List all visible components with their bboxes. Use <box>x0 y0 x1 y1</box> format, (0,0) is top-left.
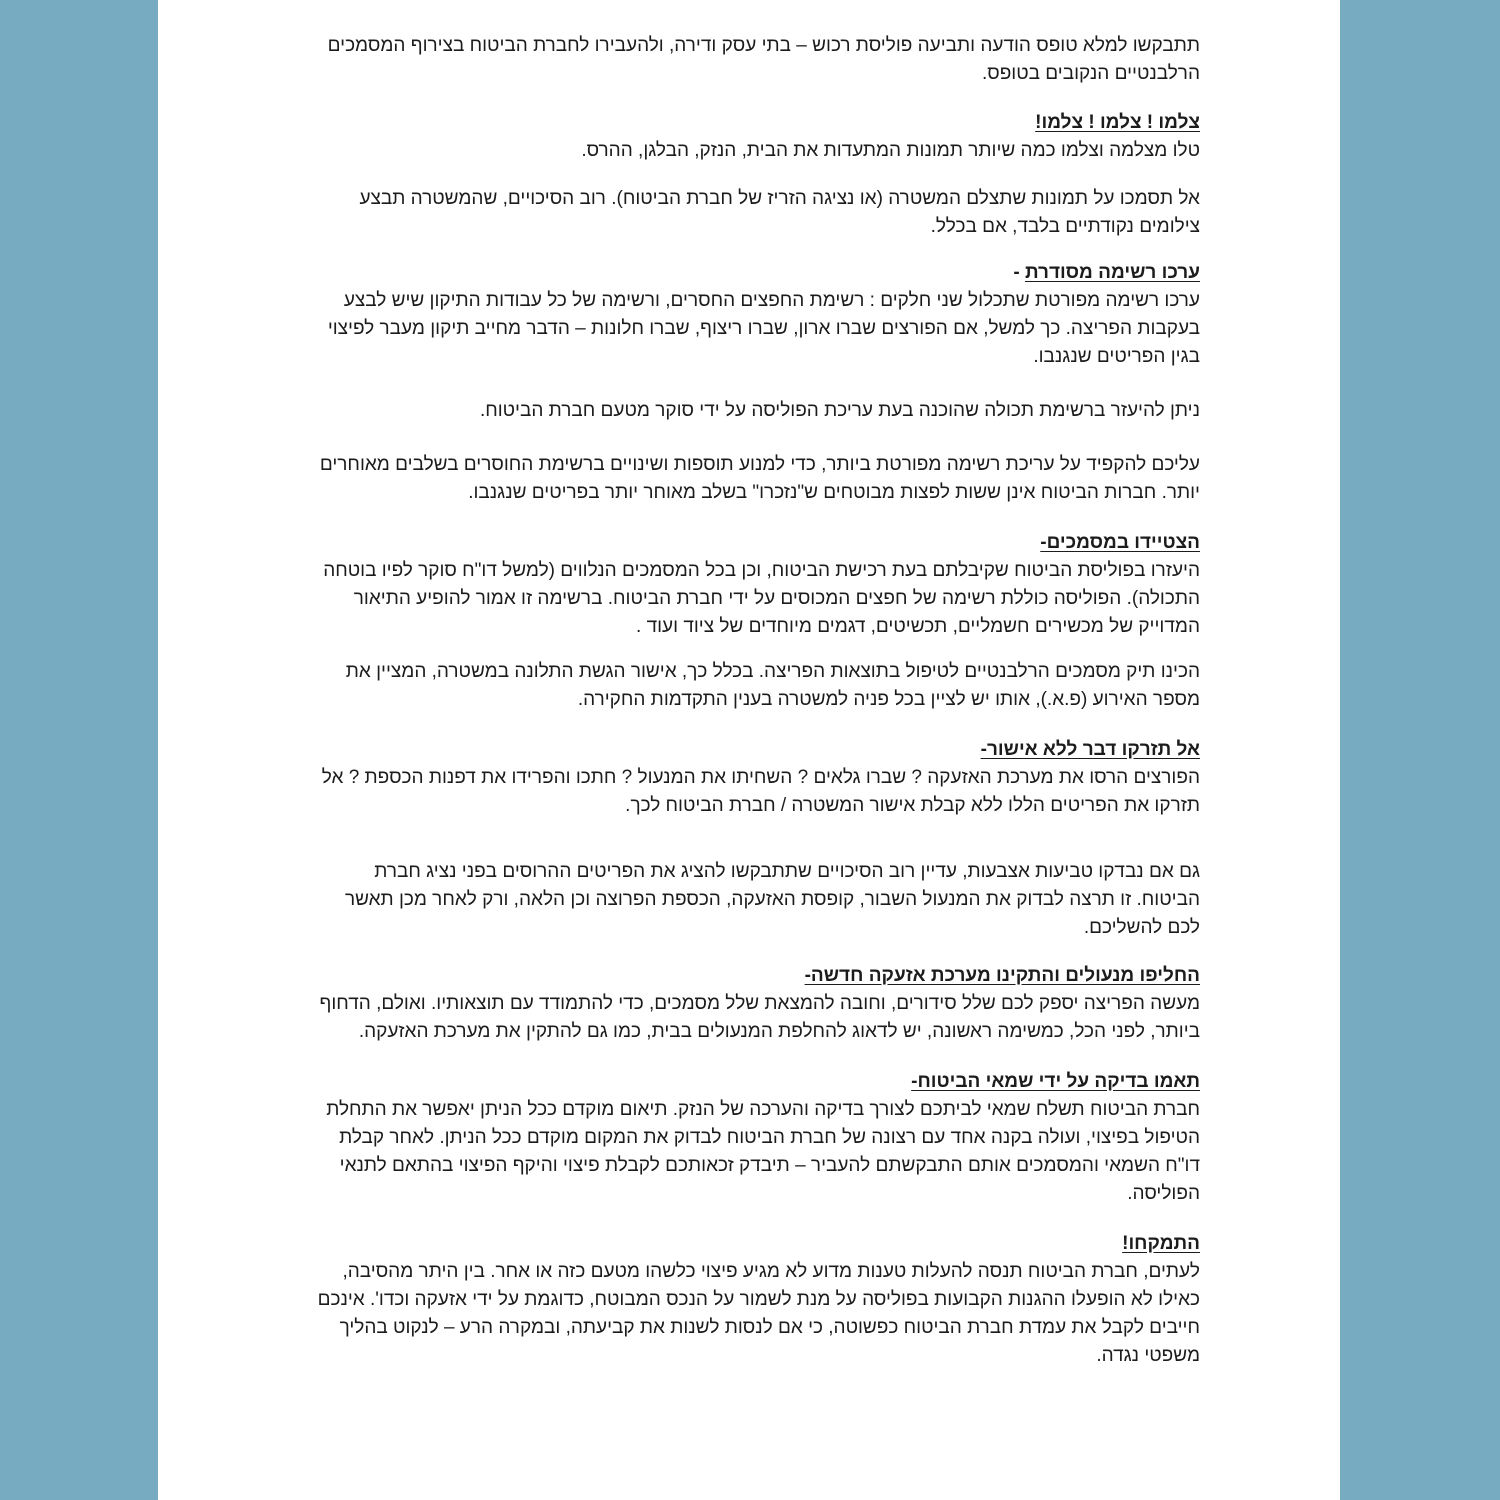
document-body <box>308 32 1200 1370</box>
section-paragraph: טלו מצלמה וצלמו כמה שיותר תמונות המתעדות את הבית, הנזק, הבלגן, ההרס. <box>581 140 1200 161</box>
section-paragraph: ניתן להיעזר ברשימת תכולה שהוכנה בעת עריכת הפוליסה על ידי סוקר מטעם חברת הביטוח. <box>479 400 1200 421</box>
section-heading: אל תזרקו דבר ללא אישור- <box>980 739 1200 760</box>
section-paragraph: הפורצים הרסו את מערכת האזעקה ? שברו גלאים ? השחיתו את המנעול ? חתכו והפרידו את דפנות הכספת ? אל תזרקו את הפריטים הללו ללא קבלת אישור המשטרה / חברת הביטוח לכך. <box>321 767 1200 816</box>
section-paragraph: גם אם נבדקו טביעות אצבעות, עדיין רוב הסיכויים שתתבקשו להציג את הפריטים ההרוסים בפני נציג חברת הביטוח. זו תרצה לבדוק את המנעול השבור, קופסת האזעקה, הכספת הפרוצה וכן הלאה, ורק לאחר מכן תאשר לכם להשליכם. <box>344 861 1200 938</box>
section-paragraph: לעתים, חברת הביטוח תנסה להעלות טענות מדוע לא מגיע פיצוי כלשהו מטעם כזה או אחר. בין היתר מהסיבה, כאילו לא הופעלו ההגנות הקבועות בפוליסה על מנת לשמור על הנכס המבוטח, כדוגמת על ידי אזעקה וכדו'. אינכם חייבים לקבל את עמדת חברת הביטוח כפשוטה, כי אם לנסות לשנות את קביעתה, ובמקרה הרע – לנקוט בהליך משפטי נגדה. <box>317 1261 1200 1366</box>
section-documents <box>308 529 1200 714</box>
section-paragraph: חברת הביטוח תשלח שמאי לביתכם לצורך בדיקה והערכה של הנזק. תיאום מוקדם ככל הניתן יאפשר את התחלת הטיפול בפיצוי, ועולה בקנה אחד עם רצונה של חברת הביטוח לבדוק את המקום מוקדם ככל הניתן. לאחר קבלת דו"ח השמאי והמסמכים אותם התבקשתם להעביר – תיבדק זכאותכם לקבלת פיצוי והיקף הפיצוי בהתאם לתנאי הפוליסה. <box>326 1099 1200 1204</box>
section-heading-line <box>308 259 1200 287</box>
section-heading: הצטיידו במסמכים- <box>1040 532 1200 553</box>
section-heading: ערכו רשימה מסודרת <box>1024 262 1200 283</box>
section-heading-dash: - <box>1013 262 1025 283</box>
section-organized-list <box>308 259 1200 507</box>
intro-paragraph: תתבקשו למלא טופס הודעה ותביעה פוליסת רכוש – בתי עסק ודירה, ולהעבירו לחברת הביטוח בצירוף המסמכים הרלבנטיים הנקובים בטופס. <box>327 35 1200 84</box>
section-paragraph: מעשה הפריצה יספק לכם שלל סידורים, וחובה להמצאת שלל מסמכים, כדי להתמודד עם תוצאותיו. ואולם, הדחוף ביותר, לפני הכל, כמשימה ראשונה, יש לדאוג להחלפת המנעולים בבית, כמו גם להתקין את מערכת האזעקה. <box>319 993 1200 1042</box>
section-negotiate <box>308 1230 1200 1370</box>
section-paragraph: היעזרו בפוליסת הביטוח שקיבלתם בעת רכישת הביטוח, וכן בכל המסמכים הנלווים (למשל דו"ח סוקר לפיו בוטחה התכולה). הפוליסה כוללת רשימה של חפצים המכוסים על ידי חברת הביטוח. ברשימה זו אמור להופיע התיאור המדוייק של מכשירים חשמליים, תכשיטים, דגמים מיוחדים של ציוד ועוד . <box>323 560 1200 637</box>
section-paragraph: עליכם להקפיד על עריכת רשימה מפורטת ביותר, כדי למנוע תוספות ושינויים ברשימת החוסרים בשלבים מאוחרים יותר. חברות הביטוח אינן ששות לפצות מבוטחים ש"נזכרו" בשלב מאוחר יותר בפריטים שנגנבו. <box>319 454 1200 503</box>
document-page <box>158 0 1340 1500</box>
section-paragraph: הכינו תיק מסמכים הרלבנטיים לטיפול בתוצאות הפריצה. בכלל כך, אישור הגשת התלונה במשטרה, המציין את מספר האירוע (פ.א.), אותו יש לציין בכל פניה למשטרה בענין התקדמות החקירה. <box>345 661 1200 710</box>
section-heading: התמקחו! <box>1122 1233 1200 1254</box>
section-heading: תאמו בדיקה על ידי שמאי הביטוח- <box>911 1071 1200 1092</box>
section-appraiser <box>308 1068 1200 1208</box>
section-photograph <box>308 109 1200 241</box>
section-do-not-discard <box>308 736 1200 942</box>
section-heading: החליפו מנעולים והתקינו מערכת אזעקה חדשה- <box>804 965 1200 986</box>
section-paragraph: אל תסמכו על תמונות שתצלם המשטרה (או נציגה הזריז של חברת הביטוח). רוב הסיכויים, שהמשטרה תבצע צילומים נקודתיים בלבד, אם בכלל. <box>359 188 1200 237</box>
section-replace-locks <box>308 962 1200 1046</box>
section-paragraph: ערכו רשימה מפורטת שתכלול שני חלקים : רשימת החפצים החסרים, ורשימה של כל עבודות התיקון שיש לבצע בעקבות הפריצה. כך למשל, אם הפורצים שברו ארון, שברו ריצוף, שברו חלונות – הדבר מחייב תיקון מעבר לפיצוי בגין הפריטים שנגנבו. <box>327 290 1200 367</box>
section-heading: צלמו ! צלמו ! צלמו! <box>1035 112 1200 133</box>
